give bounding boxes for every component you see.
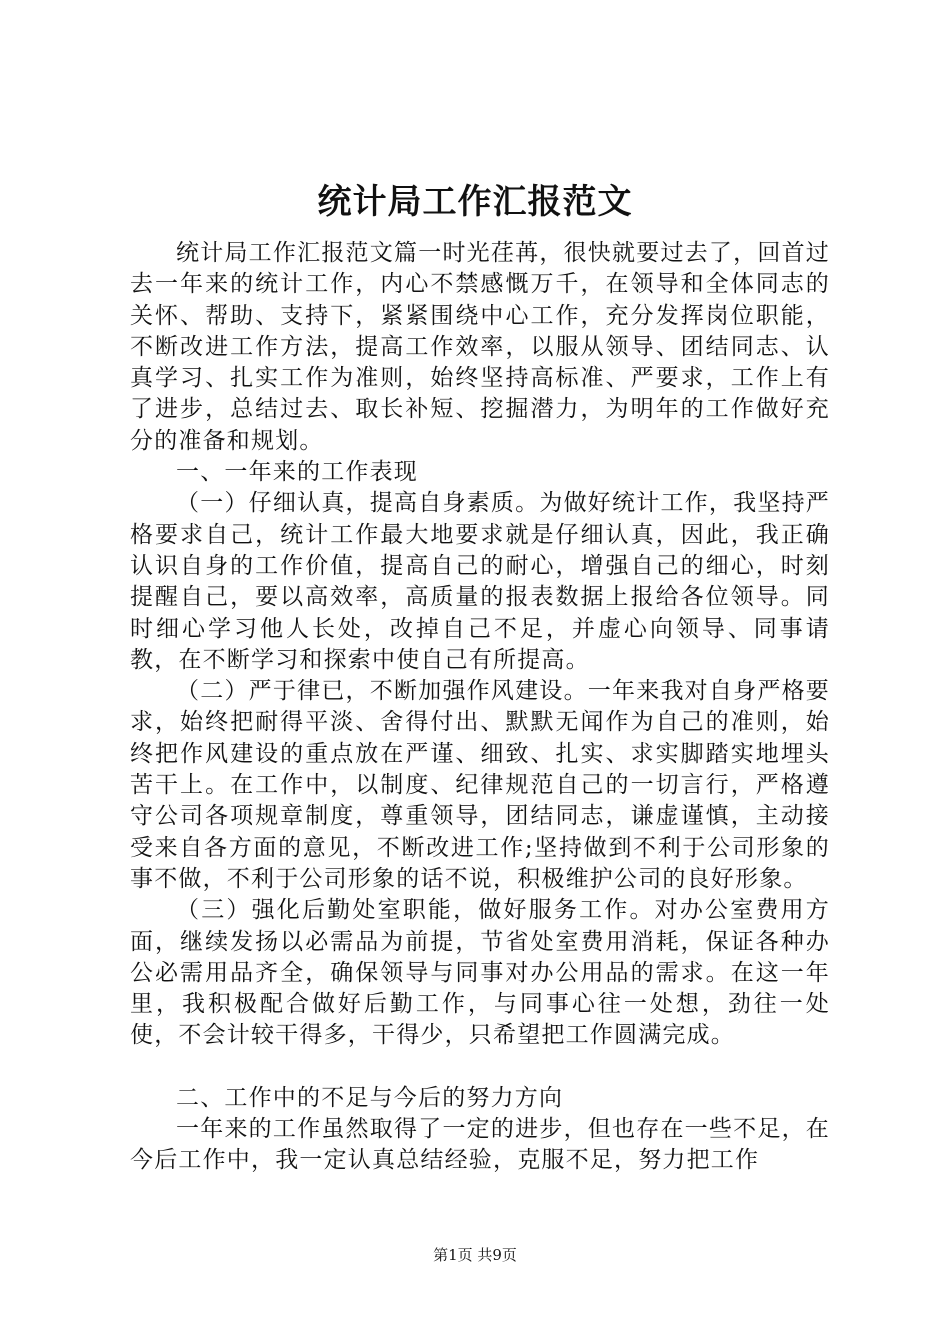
page-number-footer: 第1页 共9页	[433, 1246, 517, 1264]
section-heading-2: 二、工作中的不足与今后的努力方向	[176, 1084, 564, 1111]
closing-paragraph: 一年来的工作虽然取得了一定的进步，但也存在一些不足，在今后工作中，我一定认真总结经验，克服不足，努力把工作	[130, 1116, 830, 1174]
subsection-paragraph-2: （二）严于律已，不断加强作风建设。一年来我对自身严格要求，始终把耐得平淡、舍得付出、默默无闻作为自己的准则，始终把作风建设的重点放在严谨、细致、扎实、求实脚踏实地埋头苦干上。在工作中，以制度、纪律规范自己的一切言行，严格遵守公司各项规章制度，尊重领导，团结同志，谦虚谨慎，主动接受来自各方面的意见，不断改进工作;坚持做到不利于公司形象的事不做，不利于公司形象的话不说，积极维护公司的良好形象。	[130, 678, 830, 892]
subsection-paragraph-1: （一）仔细认真，提高自身素质。为做好统计工作，我坚持严格要求自己，统计工作最大地要求就是仔细认真，因此，我正确认识自身的工作价值，提高自己的耐心，增强自己的细心，时刻提醒自己，要以高效率，高质量的报表数据上报给各位领导。同时细心学习他人长处，改掉自己不足，并虚心向领导、同事请教，在不断学习和探索中使自己有所提高。	[130, 490, 830, 673]
document-body	[130, 238, 830, 1177]
document-title: 统计局工作汇报范文	[317, 182, 633, 222]
subsection-paragraph-3: （三）强化后勤处室职能，做好服务工作。对办公室费用方面，继续发扬以必需品为前提，节省处室费用消耗，保证各种办公必需用品齐全，确保领导与同事对办公用品的需求。在这一年里，我积极配合做好后勤工作，与同事心往一处想，劲往一处使，不会计较干得多，干得少，只希望把工作圆满完成。	[130, 897, 830, 1049]
intro-paragraph: 统计局工作汇报范文篇一时光荏苒，很快就要过去了，回首过去一年来的统计工作，内心不禁感慨万千，在领导和全体同志的关怀、帮助、支持下，紧紧围绕中心工作，充分发挥岗位职能，不断改进工作方法，提高工作效率，以服从领导、团结同志、认真学习、扎实工作为准则，始终坚持高标准、严要求，工作上有了进步，总结过去、取长补短、挖掘潜力，为明年的工作做好充分的准备和规划。	[130, 240, 830, 454]
section-heading-1: 一、一年来的工作表现	[176, 459, 418, 486]
